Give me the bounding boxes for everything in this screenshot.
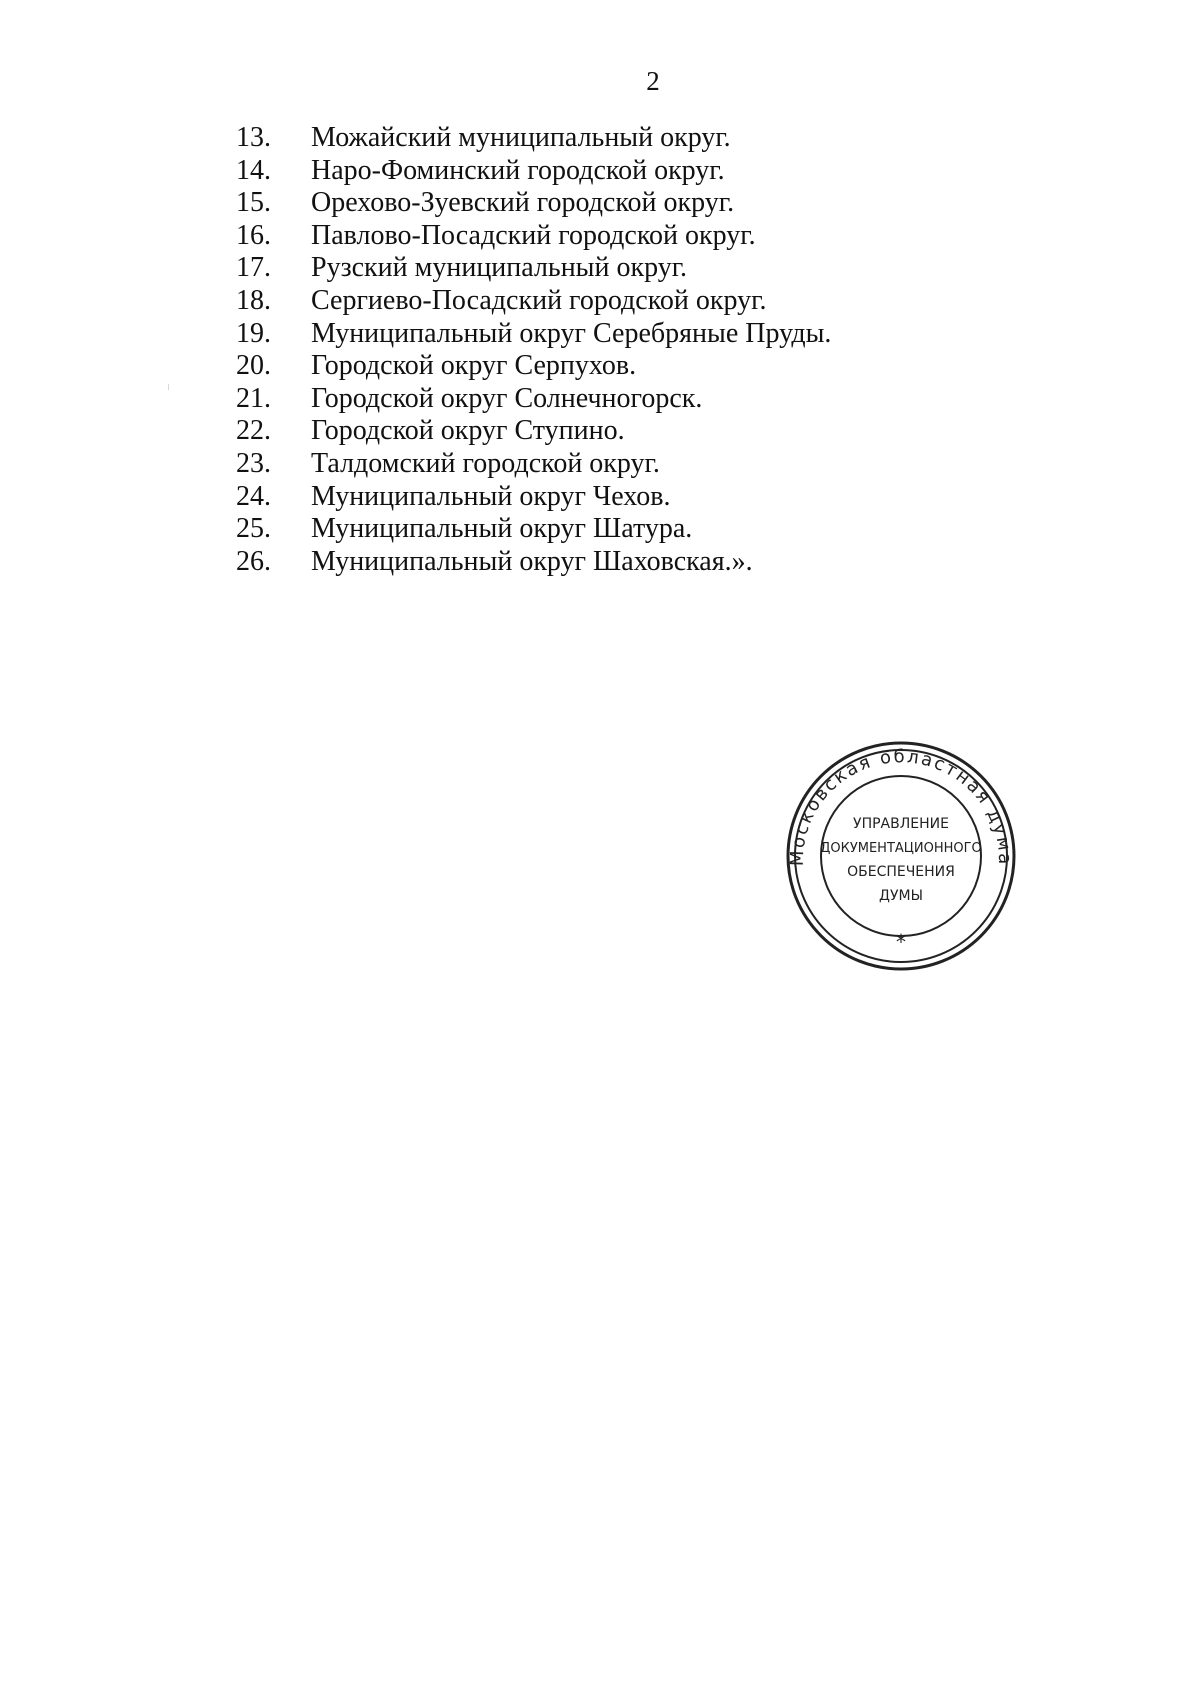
stamp-inner-ring [821,776,981,936]
official-stamp [782,737,1020,975]
list-item-number: 15. [236,187,271,219]
list-item [236,448,831,481]
list-item-text: Муниципальный округ Шаховская.». [311,545,753,577]
list-item-number: 17. [236,252,271,284]
list-item-number: 20. [236,350,271,382]
list-item-number: 23. [236,447,271,479]
list-item-text: Орехово-Зуевский городской округ. [311,187,735,219]
list-item [236,252,831,285]
list-item [236,415,831,448]
list-item-number: 25. [236,513,271,545]
list-item-text: Сергиево-Посадский городской округ. [311,284,767,316]
municipal-district-list [236,122,831,578]
list-item [236,546,831,579]
list-item [236,187,831,220]
list-item-text: Наро-Фоминский городской округ. [311,154,725,186]
scan-mark [168,384,169,390]
list-item-number: 16. [236,219,271,251]
list-item-text: Павлово-Посадский городской округ. [311,219,756,251]
list-item-text: Можайский муниципальный округ. [311,122,731,153]
list-item-text: Талдомский городской округ. [311,447,660,479]
list-item-number: 22. [236,415,271,447]
list-item-number: 19. [236,317,271,349]
stamp-center-line-3: ОБЕСПЕЧЕНИЯ [847,864,955,880]
list-item [236,220,831,253]
list-item-text: Муниципальный округ Чехов. [311,480,671,512]
list-item [236,481,831,514]
stamp-star-icon: * [896,930,906,954]
list-item [236,122,831,155]
list-item-text: Муниципальный округ Серебряные Пруды. [311,317,832,349]
list-item-text: Рузский муниципальный округ. [311,252,688,284]
stamp-center-line-2: ДОКУМЕНТАЦИОННОГО [820,841,982,856]
list-item [236,383,831,416]
list-item-number: 24. [236,480,271,512]
list-item [236,318,831,351]
list-item-number: 26. [236,545,271,577]
list-item-text: Городской округ Солнечногорск. [311,382,703,414]
list-item [236,513,831,546]
page-number: 2 [646,66,660,96]
list-item-text: Муниципальный округ Шатура. [311,513,693,545]
list-item-text: Городской округ Ступино. [311,415,625,447]
list-item [236,285,831,318]
list-item-number: 18. [236,284,271,316]
stamp-ring-text: Московская областная дума [786,746,1016,867]
list-item-number: 14. [236,154,271,186]
list-item [236,155,831,188]
list-item-number: 21. [236,382,271,414]
stamp-center-line-1: УПРАВЛЕНИЕ [853,816,949,832]
list-item [236,350,831,383]
stamp-center-line-4: ДУМЫ [879,888,923,904]
list-item-text: Городской округ Серпухов. [311,350,637,382]
list-item-number: 13. [236,122,271,153]
